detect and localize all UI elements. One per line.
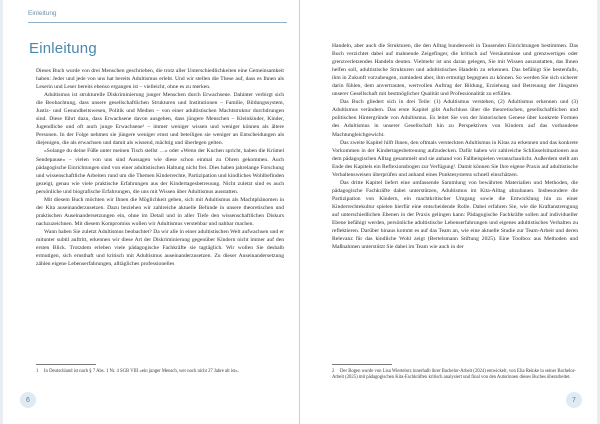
paragraph: Adultismus ist strukturelle Diskriminierung junger Menschen durch Erwachsene. Dahinter verbirgt sich die Beobachtung, dass unsere gesellschaftlichen Strukturen und Institutionen – Familie, Bildungssystem, Justiz- und Gesundheitswesen, Politik und Medien – von einer adultistischen Machtstruktur durchdrungen sind. Diese führt dazu, dass Erwachsene davon ausgehen, dass jüngere Menschen – Kleinkinder, Kinder, Jugendliche und oft auch junge Erwachsene¹ – immer weniger wissen und weniger können als ältere Personen. In der Folge nehmen sie jüngere weniger ernst und beteiligen sie weniger an Entscheidungen als diejenigen, die als erwachsen und damit als wissend, mächtig und überlegen gelten. [36, 92, 284, 147]
paragraph: Das zweite Kapitel hilft Ihnen, den oftmals versteckten Adultismus in Kitas zu erkennen und das konkrete Vorkommen in der Kindertagesbetreuung aufzudecken. Dafür haben wir zahlreiche Schlüsselsituationen aus dem pädagogischen Alltag gesammelt und sie anhand von Fallbeispielen veranschaulicht. Außerdem stellt am Ende des Kapitels ein Reflexionsbogen zur Verfügung². Damit können Sie Ihre eigene Praxis auf adultistische Verhaltensweisen überprüfen und anhand eines Punktesystems schnell einschätzen. [332, 139, 578, 178]
right-page [300, 0, 600, 424]
footnote-rule [36, 364, 96, 365]
page-edge [0, 0, 3, 424]
paragraph: Dieses Buch wurde von drei Menschen geschrieben, die trotz aller Unterschiedlichkeiten eine Gemeinsamkeit haben: Jeder und jede von uns hat bereits Adultismus erlebt. Und wir stellen die These auf, dass es Ihnen als Leserin und Leser bereits ebenso ergangen ist – vielleicht, ohne es zu merken. [36, 68, 284, 91]
running-header: Einleitung [28, 10, 57, 17]
footnote [332, 369, 578, 381]
footnote-text: Der Bogen wurde von Lisa Wiertelorz innerhalb ihrer Bachelor-Arbeit (2024) entwickelt, von Elia Reinke in seiner Bachelor-Arbeit (2025) mit pädagogischen Kita-Fachkräften kritisch analysiert und final von den Autorinnen dieses Buches überarbeitet. [332, 369, 576, 381]
footnote-text: In Deutschland ist nach § 7 Abs. 1 Nr. 4 SGB VIII »ein junger Mensch, wer noch nicht 27 Jahre alt ist«. [44, 369, 239, 374]
footnote-number: 1 [36, 369, 39, 374]
header-rule [28, 22, 287, 23]
body-text-right [332, 42, 578, 251]
page-number: 7 [566, 392, 582, 408]
paragraph: Wann haben Sie zuletzt Adultismus beobachtet? Da wir alle in einer adultistischen Welt aufwachsen und er mitunter subtil auftritt, erkennen wir diese Art der Diskriminierung gegenüber Kindern nicht immer auf den ersten Blick. Trotzdem erleben viele pädagogische Fachkräfte sie tagtäglich. Wir wollen Sie deshalb ermutigen, sich ernsthaft und kritisch mit Adultismus auseinanderzusetzen. Zu dieser Auseinandersetzung zählen eigene Lebenserfahrungen, alltägliches professionelles [36, 228, 284, 268]
page-number: 6 [20, 392, 36, 408]
paragraph: Mit diesem Buch möchten wir Ihnen die Möglichkeit geben, sich mit Adultismus als Machtphänomen in der Kita auseinanderzusetzen. Dazu beziehen wir zahlreiche aktuelle Befunde in unsere theoretischen und praktischen Auseinandersetzungen ein, ohne im Detail und in aller Tiefe den wissenschaftlichen Diskurs nachzuzeichnen. Mit diesem Kompromiss wollen wir Adultismus verstehbar und nahbar machen. [36, 196, 284, 227]
paragraph: Handeln, aber auch die Strukturen, die den Alltag bundesweit in Tausenden Einrichtungen bestimmen. Das Buch verzichtet dabei auf mahnende Zeigefinger, die kritisch auf Versäumnisse und grenzwertiges oder grenzverletzendes Handeln deuten. Vielmehr ist uns daran gelegen, Sie mit Wissen auszustatten, das Ihnen helfen soll, adultistische Strukturen und adultistisches Handeln zu erkennen. Das befähigt Sie bestenfalls, ihm in Zukunft vorzubeugen, zumindest aber, ihm ermutigt begegnen zu können. So werden Sie sich sicherer darin fühlen, dem anvertrauten, wertvollen Auftrag der Bildung, Erziehung und Betreuung der Jüngsten unserer Gesellschaft mit bestmöglicher Qualität und Professionalität zu erfüllen. [332, 43, 578, 98]
footnote-rule [332, 364, 392, 365]
paragraph: Das Buch gliedert sich in drei Teile: (1) Adultismus verstehen, (2) Adultismus erkennen und (3) Adultismus verändern. Das erste Kapitel gibt Aufschluss über die theoretischen, gesellschaftlichen und politischen Hintergründe von Adultismus. Es leitet Sie von der historischen Genese über konkrete Formen des Adultismus in unserer Gesellschaft hin zu Perspektiven von Kindern auf das vorhandene Machtungleichgewicht. [332, 99, 578, 138]
chapter-title: Einleitung [29, 40, 97, 57]
body-text-left [36, 67, 284, 268]
paragraph: »Solange du deine Füße unter meinen Tisch stellst …« oder »Wenn der Kuchen spricht, haben die Krümel Sendepause« – vielen von uns sind Aussagen wie diese schon einmal zu Ohren gekommen. Auch pädagogische Einrichtungen sind von einer adultistischen Haltung nicht frei. Dies haben jahrelange Forschung und wissenschaftliche Arbeiten rund um die Themen Kinderrechte, Partizipation und kindliches Wohlbefinden gezeigt, genau wie viele praktische Erfahrungen aus der Kindertagesbetreuung. Nicht zuletzt sind es auch persönliche und biografische Erfahrungen, die uns mit Wissen über Adultismus ausstatten. [36, 148, 284, 195]
footnote [36, 369, 284, 375]
footnote-number: 2 [332, 369, 335, 374]
paragraph: Das dritte Kapitel liefert eine umfassende Sammlung von bewährten Materialien und Methoden, die pädagogische Fachkräfte dabei unterstützen, Adultismus im Kita-Alltag abzubauen. Insbesondere die Partizipation von Kindern, ein machtkritischer Umgang sowie die Entwicklung hin zu einer Kinderrechtekultur spielen hierfür eine entscheidende Rolle. Dabei erfahren Sie, wie die Kraftanstrengung auf unterschiedlichen Ebenen in der Praxis gelingen kann: Pädagogische Fachkräfte sollen auf individueller Ebene befähigt werden, persönliche adultistische Lebenserfahrungen und eigenes adultistisches Verhalten zu reflektieren. Darüber hinaus kommt es auf das Team an, wie eine aktuelle Studie zur Team-Arbeit und deren Relevanz für das kindliche Wohl zeigt (Bertelsmann Stiftung 2025). Eine Toolbox aus Methoden und Maßnahmen unterstützt Sie dabei im Team wie auch in der [332, 179, 578, 251]
